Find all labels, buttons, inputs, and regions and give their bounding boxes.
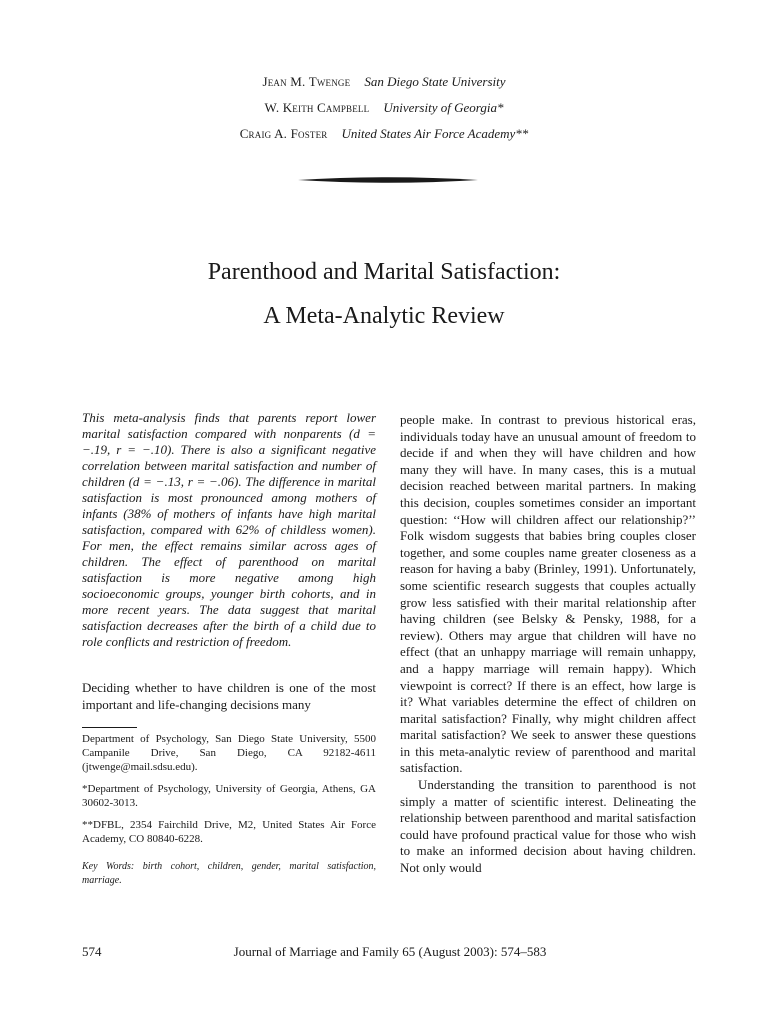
- author-affiliation: San Diego State University: [364, 74, 506, 89]
- author-line-3: [0, 124, 768, 150]
- journal-citation: Journal of Marriage and Family 65 (August 2003): 574–583: [233, 944, 547, 959]
- footnote-2: *Department of Psychology, University of Georgia, Athens, GA 30602-3013.: [82, 783, 376, 810]
- author-line-2: [0, 98, 768, 124]
- author-name: W. Keith Campbell: [264, 100, 370, 115]
- footnote-3: **DFBL, 2354 Fairchild Drive, M2, United States Air Force Academy, CO 80840-6228.: [82, 819, 376, 846]
- body-paragraph-2: Understanding the transition to parenthood is not simply a matter of scientific interest. Delineating the relationship between parenthood and marital satisfaction could have profound practical value for those who wish to make an informed decision about having children. Not only would: [400, 777, 696, 876]
- footnote-1: Department of Psychology, San Diego State University, 5500 Campanile Drive, San Diego, CA 92182-4611 (jtwenge@mail.sdsu.edu).: [82, 733, 376, 774]
- page-number: 574: [82, 944, 102, 959]
- author-name: Craig A. Foster: [239, 126, 328, 141]
- author-name: Jean M. Twenge: [262, 74, 351, 89]
- footnote-rule: [82, 727, 137, 728]
- article-title: [0, 250, 768, 338]
- title-line-1: Parenthood and Marital Satisfaction:: [207, 259, 561, 285]
- title-line-2: A Meta-Analytic Review: [263, 303, 505, 329]
- author-block: [0, 72, 768, 150]
- body-paragraph-1: people make. In contrast to previous historical eras, individuals today have an unusual amount of freedom to decide if and when they will have children and how many they will have. In many cases, this is a mutual decision reached between marital partners. In making this decision, couples sometimes consider an important question: ‘‘How will children affect our relationship?’’ Folk wisdom suggests that babies bring couples closer together, and some couples name greater closeness as a reason for having a baby (Brinley, 1991). Unfortunately, some scientific research suggests that couples actually grow less satisfied with their marital relationship after having children (see Belsky & Pensky, 1988, for a review). Others may argue that children will have no effect (that an unhappy marriage will remain unhappy, and a happy marriage will remain happy). Which viewpoint is correct? If there is an effect, how large is it? What variables determine the effect of children on marital satisfaction? Finally, why might children affect marital satisfaction? We seek to answer these questions in this meta-analytic review of parenthood and marital satisfaction.: [400, 412, 696, 776]
- left-column: [82, 410, 376, 888]
- author-line-1: [0, 72, 768, 98]
- ornament-divider: [298, 174, 478, 186]
- abstract: This meta-analysis finds that parents report lower marital satisfaction compared with nonparents (d = −.19, r = −.10). There is also a significant negative correlation between marital satisfaction and number of children (d = −.13, r = −.06). The difference in marital satisfaction is most pronounced among mothers of infants (38% of mothers of infants have high marital satisfaction, compared with 62% of childless women). For men, the effect remains similar across ages of children. The effect of parenthood on marital satisfaction is more negative among high socioeconomic groups, younger birth cohorts, and in more recent years. The data suggest that marital satisfaction decreases after the birth of a child due to role conflicts and restriction of freedom.: [82, 410, 376, 649]
- keywords: Key Words: birth cohort, children, gender, marital satisfaction, marriage.: [82, 861, 376, 887]
- author-affiliation: University of Georgia*: [383, 100, 504, 115]
- intro-paragraph: Deciding whether to have children is one of the most important and life-changing decisions many: [82, 680, 376, 712]
- author-affiliation: United States Air Force Academy**: [341, 126, 529, 141]
- right-column: [400, 412, 696, 877]
